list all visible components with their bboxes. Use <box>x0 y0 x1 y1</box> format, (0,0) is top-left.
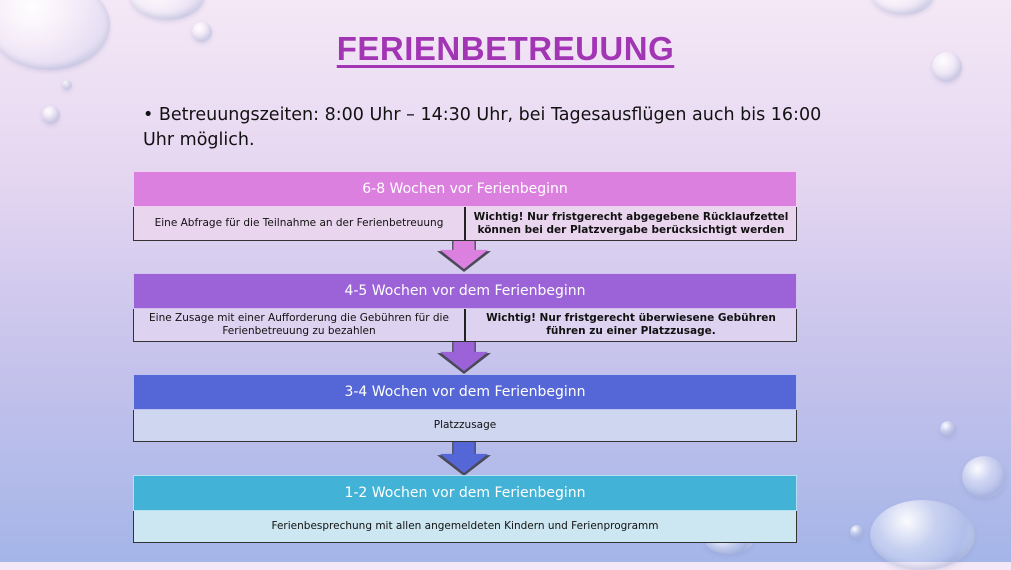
bubble-decoration <box>850 525 864 539</box>
stage-description: Eine Zusage mit einer Aufforderung die Gebühren für die Ferienbetreuung zu bezahlen <box>134 309 466 341</box>
bubble-decoration <box>872 0 934 15</box>
stage-description: Ferienbesprechung mit allen angemeldeten Kindern und Ferienprogramm <box>271 520 659 532</box>
stage-header: 3-4 Wochen vor dem Ferienbeginn <box>133 374 797 410</box>
bullet-marker: • <box>143 105 154 125</box>
bubble-decoration <box>62 80 72 90</box>
stage-body <box>133 207 797 241</box>
down-arrow-icon <box>440 338 488 371</box>
bubble-decoration <box>940 421 956 437</box>
stage-body <box>133 309 797 342</box>
bubble-decoration <box>870 500 975 570</box>
stage-note: Wichtig! Nur fristgerecht abgegebene Rücklaufzettel können bei der Platzvergabe berücksichtigt werden <box>473 210 789 236</box>
stage-header: 4-5 Wochen vor dem Ferienbeginn <box>133 273 797 309</box>
stage-3-4-weeks <box>133 374 797 442</box>
page-title: FERIENBETREUUNG <box>336 30 675 67</box>
stage-body <box>133 511 797 543</box>
stage-body <box>133 410 797 442</box>
bubble-decoration <box>962 456 1006 498</box>
stage-4-5-weeks <box>133 273 797 342</box>
stage-1-2-weeks <box>133 475 797 543</box>
care-hours-bullet <box>143 103 823 153</box>
down-arrow-icon <box>440 440 488 473</box>
stage-6-8-weeks <box>133 171 797 241</box>
bubble-decoration <box>42 106 60 124</box>
stage-description: Eine Abfrage für die Teilnahme an der Ferienbetreuung <box>134 207 466 240</box>
stage-description: Platzzusage <box>433 419 497 431</box>
stage-header: 1-2 Wochen vor dem Ferienbeginn <box>133 475 797 511</box>
care-hours-text: Betreuungszeiten: 8:00 Uhr – 14:30 Uhr, bei Tagesausflügen auch bis 16:00 Uhr möglich. <box>143 105 822 150</box>
stage-note: Wichtig! Nur fristgerecht überwiesene Gebühren führen zu einer Platzzusage. <box>486 312 776 337</box>
bubble-decoration <box>130 0 205 20</box>
stage-header: 6-8 Wochen vor Ferienbeginn <box>133 171 797 207</box>
